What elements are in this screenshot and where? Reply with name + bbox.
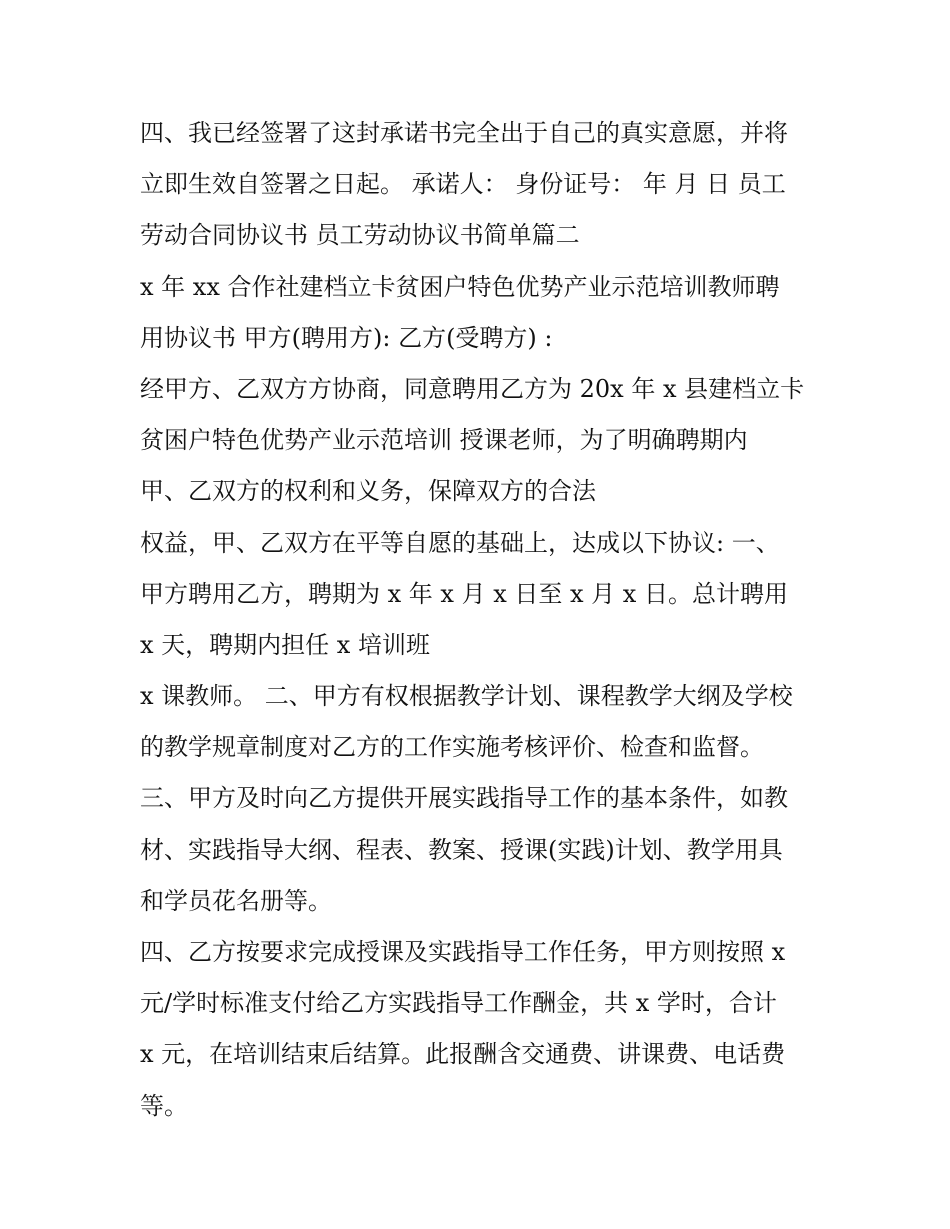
text-line: 立即生效自签署之日起。 承诺人： 身份证号： 年 月 日 员工 <box>140 170 786 199</box>
text-line: 甲、乙双方的权利和义务，保障双方的合法 <box>140 477 596 506</box>
text-line: x 天，聘期内担任 x 培训班 <box>140 630 430 659</box>
text-line: 等。 <box>140 1091 188 1120</box>
text-line: 贫困户特色优势产业示范培训 授课老师，为了明确聘期内 <box>140 426 748 455</box>
text-line: 经甲方、乙双方方协商，同意聘用乙方为 20x 年 x 县建档立卡 <box>140 374 805 403</box>
text-line: 三、甲方及时向乙方提供开展实践指导工作的基本条件，如教 <box>140 784 788 813</box>
text-line: 四、乙方按要求完成授课及实践指导工作任务，甲方则按照 x <box>140 938 786 966</box>
text-line: x 元，在培训结束后结算。此报酬含交通费、讲课费、电话费 <box>140 1040 786 1069</box>
text-line: 的教学规章制度对乙方的工作实施考核评价、检查和监督。 <box>140 733 764 762</box>
text-line: 权益，甲、乙双方在平等自愿的基础上，达成以下协议: 一、 <box>140 528 780 557</box>
text-line: x 课教师。 二、甲方有权根据教学计划、课程教学大纲及学校 <box>140 682 793 711</box>
text-line: 四、我已经签署了这封承诺书完全出于自己的真实意愿，并将 <box>140 119 788 147</box>
document-body <box>140 108 830 1132</box>
text-line: 甲方聘用乙方，聘期为 x 年 x 月 x 日至 x 月 x 日。总计聘用 <box>140 579 788 608</box>
text-line: x 年 xx 合作社建档立卡贫困户特色优势产业示范培训教师聘 <box>140 272 780 301</box>
text-line: 用协议书 甲方(聘用方): 乙方(受聘方) : <box>140 323 553 352</box>
text-line: 和学员花名册等。 <box>140 886 332 915</box>
text-line: 劳动合同协议书 员工劳动协议书简单篇二 <box>140 221 580 250</box>
text-line: 材、实践指导大纲、程表、教案、授课(实践)计划、教学用具 <box>140 835 783 864</box>
text-line: 元/学时标准支付给乙方实践指导工作酬金，共 x 学时，合计 <box>140 989 777 1018</box>
